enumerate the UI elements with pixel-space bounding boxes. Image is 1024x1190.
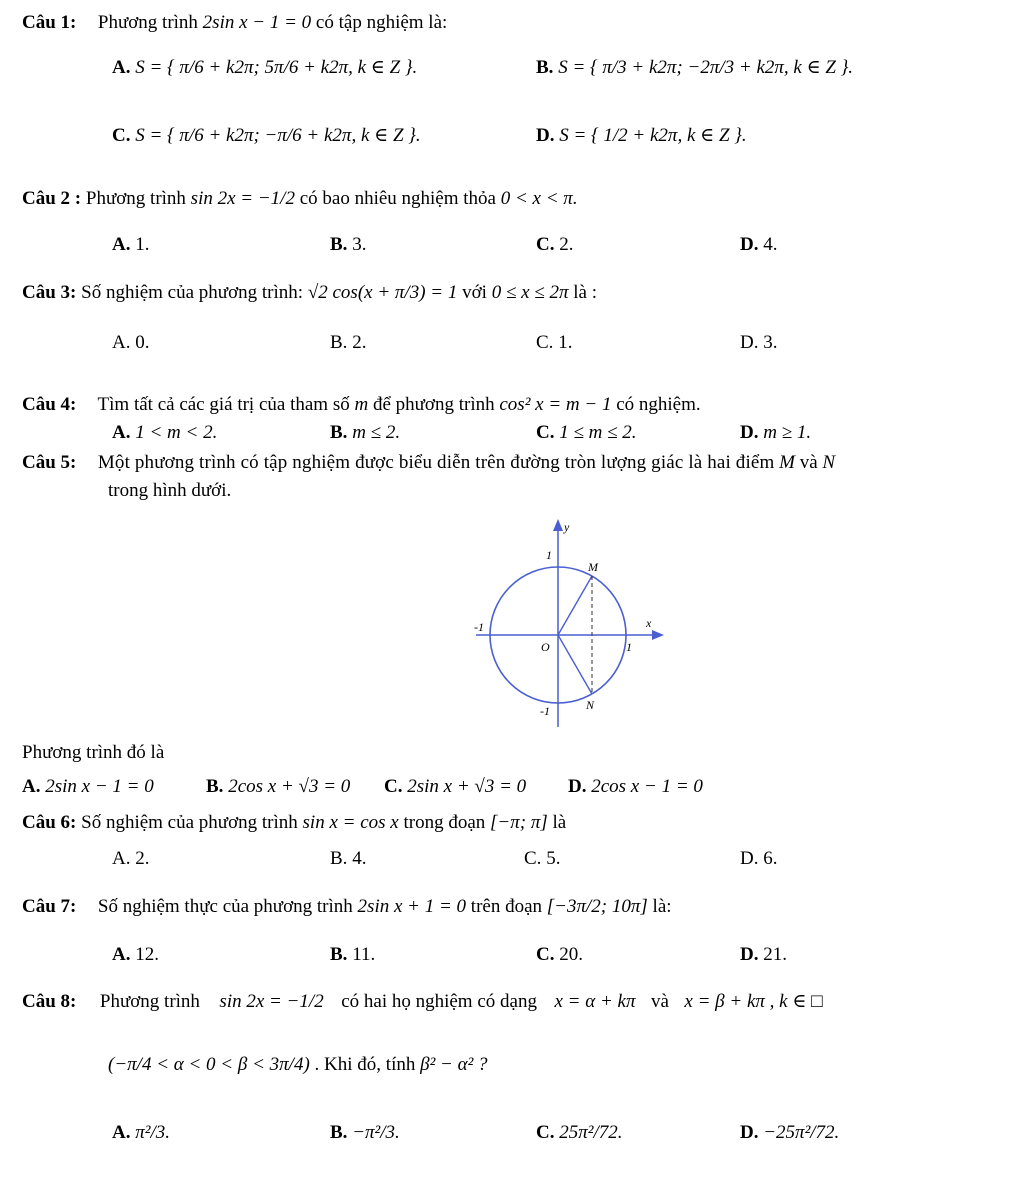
q3-option-c[interactable]: C. 1. bbox=[536, 332, 573, 353]
q8-option-b[interactable]: B. −π²/3. bbox=[330, 1122, 400, 1143]
q3-stem: Câu 3: Số nghiệm của phương trình: √2 cos(x + π/3) = 1 với 0 ≤ x ≤ 2π là : bbox=[22, 282, 597, 303]
q7-interval: [−3π/2; 10π] bbox=[546, 896, 648, 917]
label-left-1: -1 bbox=[474, 620, 484, 634]
q5-option-d[interactable]: D. 2cos x − 1 = 0 bbox=[568, 776, 703, 797]
q1-stem bbox=[22, 12, 447, 34]
q7-option-d[interactable]: D. 21. bbox=[740, 944, 787, 965]
q4-option-c[interactable]: C. 1 ≤ m ≤ 2. bbox=[536, 422, 637, 443]
label-point-n: N bbox=[586, 698, 595, 712]
q1-text: Phương trình bbox=[97, 12, 198, 33]
q2-equation: sin 2x = −1/2 bbox=[190, 188, 295, 209]
q2-option-a[interactable]: A. 1. bbox=[112, 234, 150, 255]
q3-option-b[interactable]: B. 2. bbox=[330, 332, 367, 353]
q8-expression: β² − α² ? bbox=[420, 1054, 488, 1075]
q4-option-a[interactable]: A. 1 < m < 2. bbox=[112, 422, 218, 443]
q8-stem: Câu 8: Phương trình sin 2x = −1/2 có hai họ nghiệm có dạng x = α + kπ và x = β + kπ , k ∈ □ bbox=[22, 991, 823, 1012]
q1-option-b-content: S = { π/3 + k2π; −2π/3 + k2π, k ∈ Z }. bbox=[558, 57, 854, 78]
q8-option-d[interactable]: D. −25π²/72. bbox=[740, 1122, 840, 1143]
label-point-m: M bbox=[588, 560, 598, 574]
q2-option-c[interactable]: C. 2. bbox=[536, 234, 574, 255]
q5-prompt: Phương trình đó là bbox=[22, 742, 165, 763]
q7-equation: 2sin x + 1 = 0 bbox=[357, 896, 467, 917]
q6-option-d[interactable]: D. 6. bbox=[740, 848, 778, 869]
q8-label: Câu 8: bbox=[22, 991, 77, 1012]
q2-option-b[interactable]: B. 3. bbox=[330, 234, 367, 255]
segment-om bbox=[558, 576, 592, 635]
x-axis-arrow-icon bbox=[652, 630, 664, 640]
label-y: y bbox=[564, 520, 570, 534]
q8-stem-line2: (−π/4 < α < 0 < β < 3π/4) . Khi đó, tính β² − α² ? bbox=[108, 1054, 488, 1075]
q5-label: Câu 5: bbox=[22, 452, 77, 473]
q4-stem: Câu 4: Tìm tất cả các giá trị của tham số m để phương trình cos² x = m − 1 có nghiệm. bbox=[22, 394, 701, 415]
label-x: x bbox=[646, 616, 652, 630]
q8-equation: sin 2x = −1/2 bbox=[219, 991, 324, 1012]
q1-text2: có tập nghiệm là: bbox=[315, 12, 448, 33]
q4-equation: cos² x = m − 1 bbox=[499, 394, 612, 415]
q6-option-c[interactable]: C. 5. bbox=[524, 848, 561, 869]
unit-circle-figure bbox=[460, 515, 680, 735]
q3-option-d[interactable]: D. 3. bbox=[740, 332, 778, 353]
label-origin: O bbox=[541, 640, 550, 654]
q1-option-c-content: S = { π/6 + k2π; −π/6 + k2π, k ∈ Z }. bbox=[135, 125, 421, 146]
q5-option-a[interactable]: A. 2sin x − 1 = 0 bbox=[22, 776, 154, 797]
q2-condition: 0 < x < π. bbox=[500, 188, 578, 209]
q3-equation: √2 cos(x + π/3) = 1 bbox=[307, 282, 458, 303]
q7-option-b[interactable]: B. 11. bbox=[330, 944, 376, 965]
q1-label: Câu 1: bbox=[22, 12, 77, 33]
q5-option-b[interactable]: B. 2cos x + √3 = 0 bbox=[206, 776, 351, 797]
q3-option-a[interactable]: A. 0. bbox=[112, 332, 150, 353]
q8-option-c[interactable]: C. 25π²/72. bbox=[536, 1122, 623, 1143]
q3-condition: 0 ≤ x ≤ 2π bbox=[491, 282, 569, 303]
q4-label: Câu 4: bbox=[22, 394, 77, 415]
q2-option-d[interactable]: D. 4. bbox=[740, 234, 778, 255]
q6-equation: sin x = cos x bbox=[302, 812, 399, 833]
q7-option-a[interactable]: A. 12. bbox=[112, 944, 159, 965]
q1-option-d[interactable]: D. S = { 1/2 + k2π, k ∈ Z }. bbox=[536, 125, 747, 146]
q1-option-a-content: S = { π/6 + k2π; 5π/6 + k2π, k ∈ Z }. bbox=[135, 57, 418, 78]
q6-label: Câu 6: bbox=[22, 812, 77, 833]
q6-option-b[interactable]: B. 4. bbox=[330, 848, 367, 869]
q2-stem: Câu 2 : Phương trình sin 2x = −1/2 có bao nhiêu nghiệm thỏa 0 < x < π. bbox=[22, 188, 578, 209]
q1-equation: 2sin x − 1 = 0 bbox=[202, 12, 312, 33]
q5-option-c[interactable]: C. 2sin x + √3 = 0 bbox=[384, 776, 527, 797]
q5-stem: Câu 5: Một phương trình có tập nghiệm được biểu diễn trên đường tròn lượng giác là hai điểm M và N bbox=[22, 452, 836, 473]
q3-label: Câu 3: bbox=[22, 282, 77, 303]
label-bottom-1: -1 bbox=[540, 704, 550, 718]
q6-option-a[interactable]: A. 2. bbox=[112, 848, 150, 869]
q4-option-b[interactable]: B. m ≤ 2. bbox=[330, 422, 401, 443]
label-top-1: 1 bbox=[546, 548, 552, 562]
q7-option-c[interactable]: C. 20. bbox=[536, 944, 583, 965]
q5-stem-line2: trong hình dưới. bbox=[108, 480, 232, 501]
segment-on bbox=[558, 635, 592, 694]
q1-option-a[interactable]: A. S = { π/6 + k2π; 5π/6 + k2π, k ∈ Z }. bbox=[112, 57, 418, 78]
q6-interval: [−π; π] bbox=[490, 812, 548, 833]
y-axis-arrow-icon bbox=[553, 519, 563, 531]
q2-label: Câu 2 : bbox=[22, 188, 82, 209]
q7-stem: Câu 7: Số nghiệm thực của phương trình 2sin x + 1 = 0 trên đoạn [−3π/2; 10π] là: bbox=[22, 896, 672, 917]
label-right-1: 1 bbox=[626, 640, 632, 654]
q7-label: Câu 7: bbox=[22, 896, 77, 917]
q1-option-c[interactable]: C. S = { π/6 + k2π; −π/6 + k2π, k ∈ Z }. bbox=[112, 125, 421, 146]
q1-option-b[interactable]: B. S = { π/3 + k2π; −2π/3 + k2π, k ∈ Z }. bbox=[536, 57, 854, 78]
q6-stem: Câu 6: Số nghiệm của phương trình sin x = cos x trong đoạn [−π; π] là bbox=[22, 812, 567, 833]
q1-option-d-content: S = { 1/2 + k2π, k ∈ Z }. bbox=[559, 125, 747, 146]
q8-option-a[interactable]: A. π²/3. bbox=[112, 1122, 170, 1143]
q4-option-d[interactable]: D. m ≥ 1. bbox=[740, 422, 812, 443]
q8-condition: (−π/4 < α < 0 < β < 3π/4) bbox=[108, 1054, 310, 1075]
